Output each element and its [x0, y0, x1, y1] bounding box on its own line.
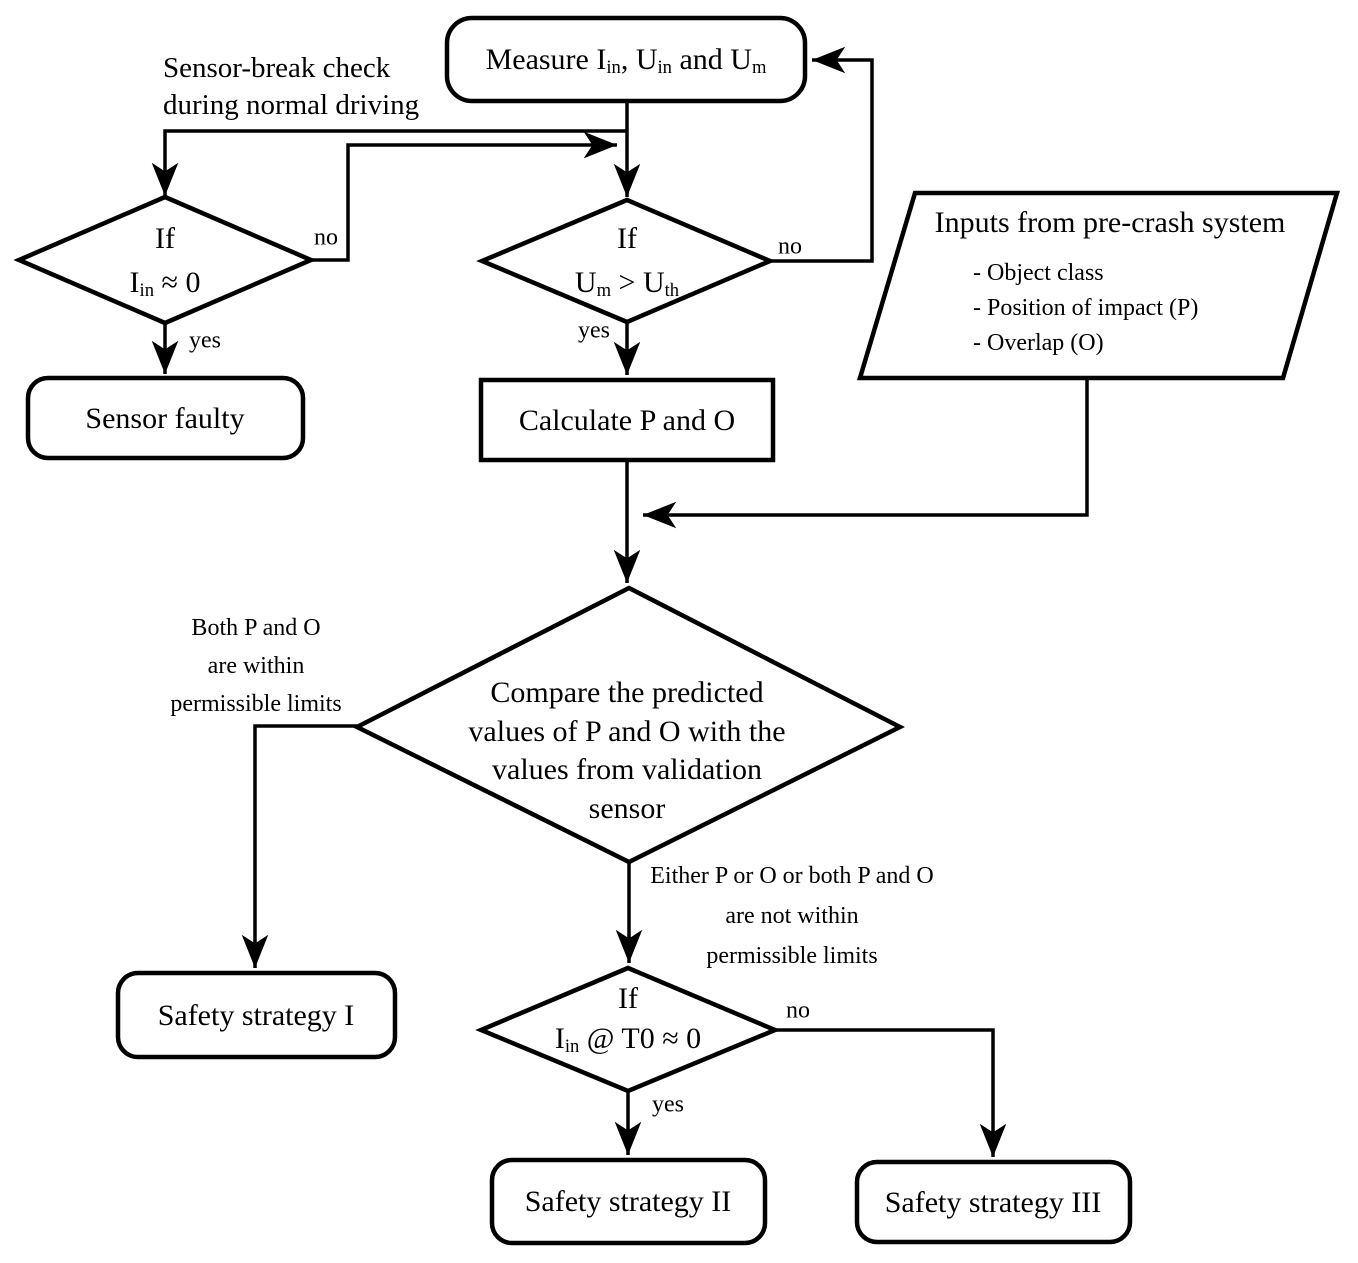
iin-diamond-line2: [130, 261, 201, 305]
um-no-label: no: [778, 233, 802, 260]
sensor-faulty-label: Sensor faulty: [85, 402, 245, 435]
t0-diamond-label: [555, 979, 701, 1059]
sensor-break-line2: during normal driving: [163, 89, 420, 121]
compare-line3: values from validation: [492, 753, 762, 786]
um-sub: m: [596, 280, 612, 302]
um-diamond-line1: If: [617, 222, 637, 255]
iin-diamond-line1: If: [155, 222, 175, 255]
sensor-break-line1: Sensor-break check: [163, 52, 391, 84]
calculate-label: Calculate P and O: [518, 404, 736, 437]
measure-node-label: [486, 43, 767, 77]
strategy2-label: Safety strategy II: [524, 1185, 732, 1218]
iin-symbol: I: [129, 266, 140, 299]
um-yes-label: yes: [578, 317, 610, 344]
both-within-line2: are within: [207, 653, 305, 679]
measure-text-3: and U: [671, 43, 752, 76]
measure-sub-3: m: [751, 57, 767, 79]
iin-yes-label: yes: [189, 327, 221, 354]
t0-sub: in: [564, 1036, 580, 1058]
iin-condition: ≈ 0: [154, 266, 201, 299]
measure-sub-1: in: [606, 57, 621, 79]
precrash-item-overlap: - Overlap (O): [973, 330, 1104, 356]
t0-diamond-line1: If: [618, 982, 638, 1015]
either-not-label: [650, 856, 934, 976]
measure-sub-2: in: [657, 57, 672, 79]
both-within-line3: permissible limits: [170, 691, 342, 717]
compare-diamond-label: [468, 674, 785, 828]
precrash-item-position: - Position of impact (P): [973, 295, 1199, 321]
either-not-line1: Either P or O or both P and O: [650, 863, 934, 889]
compare-line1: Compare the predicted: [490, 676, 764, 709]
both-within-label: [170, 609, 341, 723]
either-not-line2: are not within: [725, 903, 859, 929]
iin-diamond-label: [130, 217, 201, 305]
connector-sensorbreak-branch: [165, 131, 627, 196]
compare-line2: values of P and O with the: [468, 714, 786, 748]
t0-no-label: no: [786, 997, 810, 1024]
sensor-break-annotation: [163, 50, 419, 124]
precrash-items: [973, 256, 1198, 361]
measure-text-2: , U: [620, 43, 658, 76]
t0-symbol: I: [554, 1022, 565, 1055]
measure-text: Measure I: [485, 43, 607, 76]
precrash-title: Inputs from pre-crash system: [934, 206, 1286, 239]
precrash-item-object-class: - Object class: [973, 260, 1104, 286]
strategy3-label: Safety strategy III: [884, 1186, 1102, 1219]
uth-sub: th: [664, 280, 680, 302]
connector-compare-left-branch: [255, 726, 357, 968]
iin-sub: in: [139, 280, 154, 302]
iin-no-label: no: [314, 224, 338, 251]
um-diamond-line2: [575, 261, 679, 305]
strategy1-label: Safety strategy I: [157, 999, 355, 1032]
um-diamond-label: [575, 217, 679, 305]
either-not-line3: permissible limits: [706, 943, 878, 969]
t0-yes-label: yes: [652, 1091, 684, 1118]
t0-condition: @ T0 ≈ 0: [579, 1022, 702, 1055]
both-within-line1: Both P and O: [191, 615, 321, 641]
um-condition: > U: [611, 266, 665, 299]
compare-line4: sensor: [588, 791, 666, 825]
t0-diamond-line2: [555, 1019, 701, 1059]
um-symbol: U: [574, 266, 597, 299]
connector-t0-no: [775, 1030, 993, 1157]
